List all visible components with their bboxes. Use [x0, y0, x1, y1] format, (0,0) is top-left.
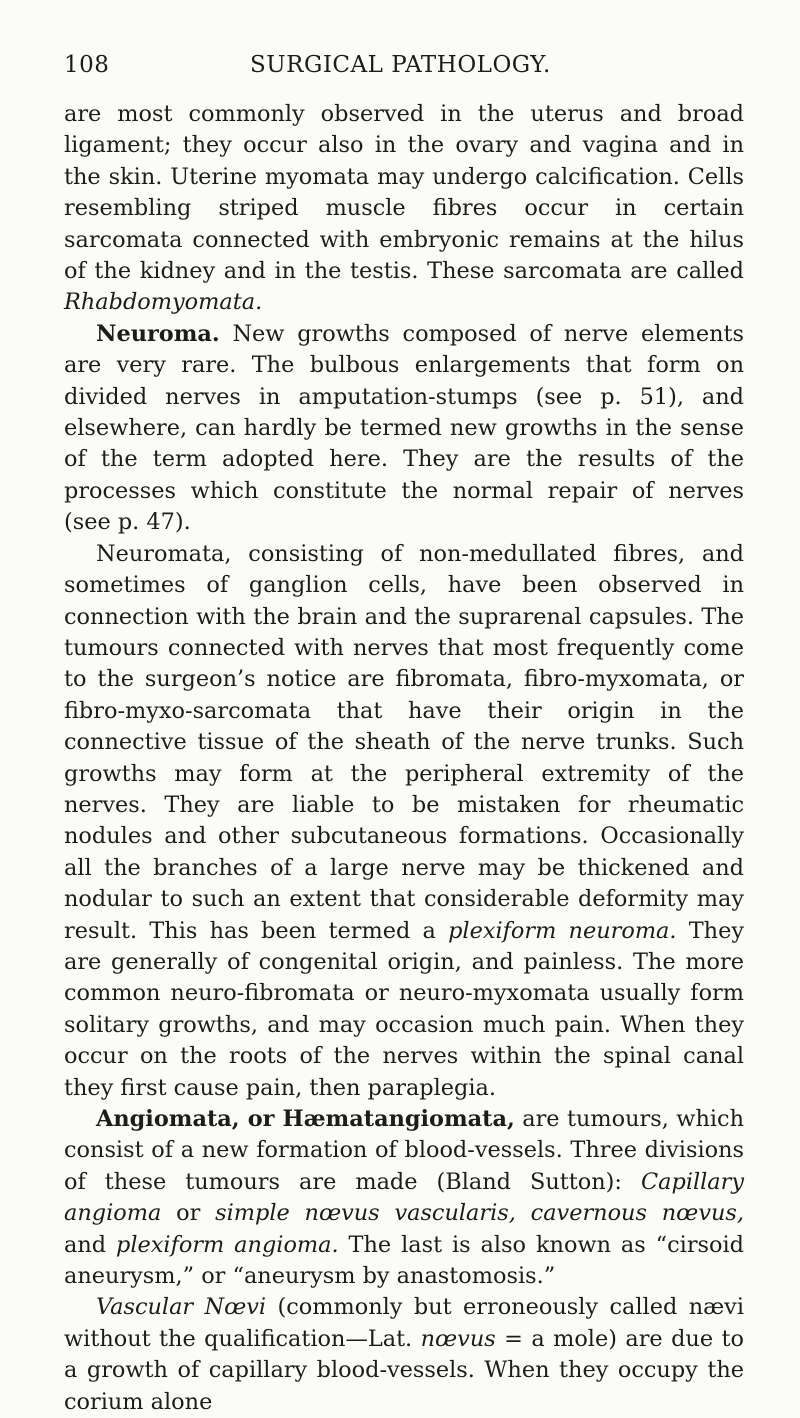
text-run: are most commonly observed in the uterus and broad ligament; they occur also in the ovary and vagina and in the skin. Uterine myomata may undergo calcification. Cells resembling striped muscle fibres occur in certain sarcomata connected with embryonic remains at the hilus of the kidney and in the testis. These sarcomata are called [64, 101, 744, 285]
paragraph-neuroma [64, 319, 744, 539]
paragraph-vascular-naevi [64, 1292, 744, 1418]
text-run: They are generally of congenital origin, and painless. The more common neuro-fibromata or neuro-myxomata usually form solitary growths, and may occasion much pain. When they occur on the roots of the nerves within the spinal canal they first cause pain, then paraplegia. [64, 917, 745, 1101]
term-vascular-naevi: Vascular Nœvi [96, 1294, 267, 1321]
heading-angiomata: Angiomata, or Hæmatangiomata, [96, 1106, 515, 1132]
text-run: New growths composed of nerve elements are very rare. The bulbous enlargements that form on divided nerves in amputation-stumps (see p. 51), and elsewhere, can hardly be termed new growths in the sense of the term adopted here. They are the results of the processes which constitute the normal repair of nerves (see p. 47). [64, 320, 744, 536]
term-naevus-types: simple nœvus vascularis, cavernous nœvus, [215, 1200, 744, 1227]
text-run: The last is also known as “cirsoid aneurysm,” or “aneurysm by anastomosis.” [64, 1231, 744, 1290]
running-head [64, 52, 736, 88]
heading-neuroma: Neuroma. [96, 320, 220, 347]
paragraph-neuromata [64, 539, 744, 1104]
term-plexiform-angioma: plexiform angioma. [116, 1231, 339, 1258]
term-plexiform-neuroma: plexiform neuroma. [448, 917, 677, 944]
paragraph-angiomata [64, 1104, 744, 1292]
text-run: = a mole) are due to a growth of capillary blood-vessels. When they occupy the corium alone [64, 1325, 744, 1415]
term-rhabdomyomata: Rhabdomyomata. [64, 289, 263, 316]
running-title: SURGICAL PATHOLOGY. [250, 52, 551, 78]
text-run: (commonly but erroneously called nævi without the qualification—Lat. [64, 1294, 744, 1352]
term-capillary-angioma: Capillary angioma [64, 1168, 744, 1227]
text-run: or [161, 1200, 216, 1227]
text-run: and [64, 1231, 117, 1258]
text-run: Neuromata, consisting of non-medullated fibres, and sometimes of ganglion cells, have been observed in connection with the brain and the suprarenal capsules. The tumours connected with nerves that most frequently come to the surgeon’s notice are fibromata, fibro-myxomata, or fibro-myxo-sarcomata that have their origin in the connective tissue of the sheath of the nerve trunks. Such growths may form at the peripheral extremity of the nerves. They are liable to be mistaken for rheumatic nodules and other subcutaneous formations. Occasionally all the branches of a large nerve may be thickened and nodular to such an extent that considerable deformity may result. This has been termed a [64, 540, 744, 944]
page-number: 108 [64, 52, 110, 78]
term-naevus: nœvus [420, 1325, 496, 1352]
body-text [64, 99, 744, 1418]
paragraph-rhabdomyomata [64, 99, 744, 319]
text-run: are tumours, which consist of a new formation of blood-vessels. Three divisions of these tumours are made (Bland Sutton): [64, 1106, 744, 1195]
